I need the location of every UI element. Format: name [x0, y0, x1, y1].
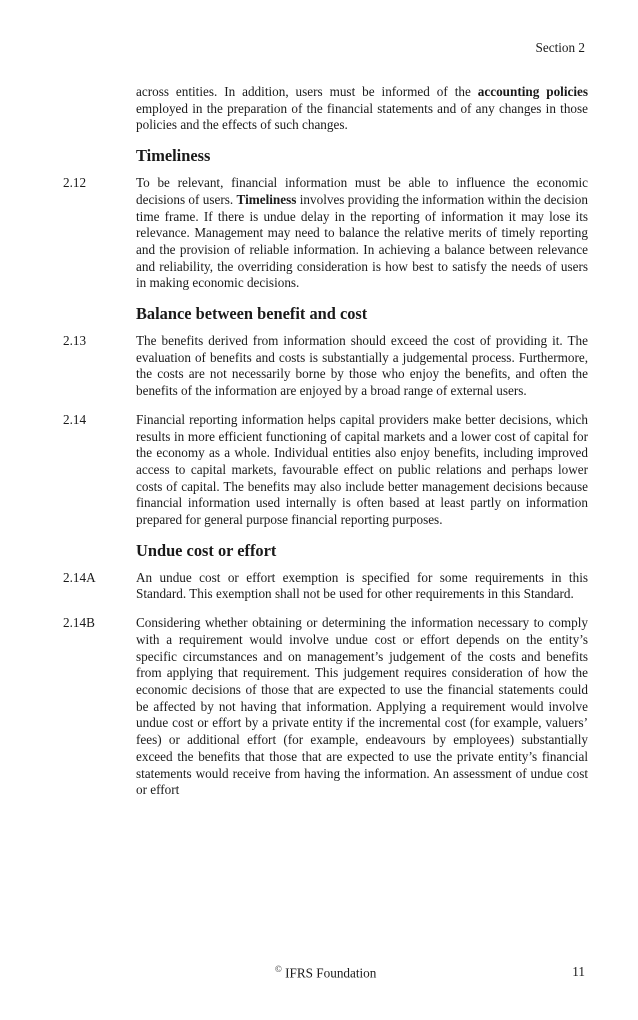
- page-number: 11: [572, 964, 585, 979]
- heading-undue-cost: Undue cost or effort: [136, 540, 277, 560]
- paragraph-number: 2.12: [63, 175, 87, 191]
- text-run: To be relevant, financial information must be able to influence the economic decisions of users.: [136, 175, 588, 207]
- paragraph-text: [136, 175, 588, 292]
- paragraph-text: [136, 84, 588, 134]
- paragraph-2-14A: [63, 570, 588, 603]
- text-run: involves providing the information within the decision time frame. If there is undue delay in the reporting of information it may lose its relevance. Management may need to balance the relative merits of timely reporting and the provision of reliable information. In achieving a balance between relevance and reliability, the overriding consideration is how best to satisfy the needs of users in making economic decisions.: [136, 191, 588, 291]
- heading-balance: Balance between benefit and cost: [136, 304, 368, 324]
- bold-term: Timeliness: [236, 191, 297, 207]
- copyright-text: IFRS Foundation: [281, 965, 377, 981]
- paragraph-number: 2.14B: [63, 615, 95, 631]
- paragraph-text: An undue cost or effort exemption is specified for some requirements in this Standard. This exemption shall not be used for other requirements in this Standard.: [136, 569, 588, 602]
- bold-term: accounting policies: [477, 84, 588, 99]
- paragraph-2-14B: [63, 615, 588, 799]
- paragraph-2-12: [63, 175, 588, 292]
- heading-timeliness: Timeliness: [136, 146, 211, 166]
- paragraph-number: 2.14: [63, 411, 87, 427]
- paragraph-text: The benefits derived from information should exceed the cost of providing it. The evaluation of benefits and costs is substantially a judgemental process. Furthermore, the costs are not necessarily borne by those who enjoy the benefits, and often the benefits of the information are enjoyed by a broad range of external users.: [136, 333, 588, 399]
- paragraph-2-13: [63, 333, 588, 400]
- footer-copyright: [275, 964, 376, 981]
- paragraph-text: Financial reporting information helps capital providers make better decisions, which results in more efficient functioning of capital markets and a lower cost of capital for the economy as a whole. Individual entities also enjoy benefits, including improved access to capital markets, favourable effect on public relations and perhaps lower costs of capital. The benefits may also include better management decisions because financial information used internally is often based at least partly on information prepared for general purpose financial reporting purposes.: [136, 411, 588, 528]
- page-body: [63, 84, 588, 811]
- section-label: Section 2: [535, 40, 585, 55]
- paragraph-continued: [63, 84, 588, 134]
- text-run: employed in the preparation of the financial statements and of any changes in those policies and the effects of such changes.: [136, 100, 588, 133]
- paragraph-2-14: [63, 412, 588, 529]
- paragraph-text: Considering whether obtaining or determining the information necessary to comply with a requirement would involve undue cost or effort depends on the entity’s specific circumstances and on management’s judgement of the costs and benefits from applying that requirement. This judgement requires consideration of how the economic decisions of those that are expected to use the financial statements could be affected by not having that information. Applying a requirement would involve undue cost or effort by a private entity if the incremental cost (for example, valuers’ fees) or additional effort (for example, endeavours by employees) substantially exceed the benefits that those that are expected to use the private entity’s financial statements would receive from having the information. An assessment of undue cost or effort: [136, 615, 588, 798]
- text-run: across entities. In addition, users must be informed of the: [136, 84, 478, 99]
- paragraph-number: 2.14A: [63, 569, 96, 585]
- paragraph-number: 2.13: [63, 333, 87, 349]
- copyright-symbol: ©: [275, 964, 282, 974]
